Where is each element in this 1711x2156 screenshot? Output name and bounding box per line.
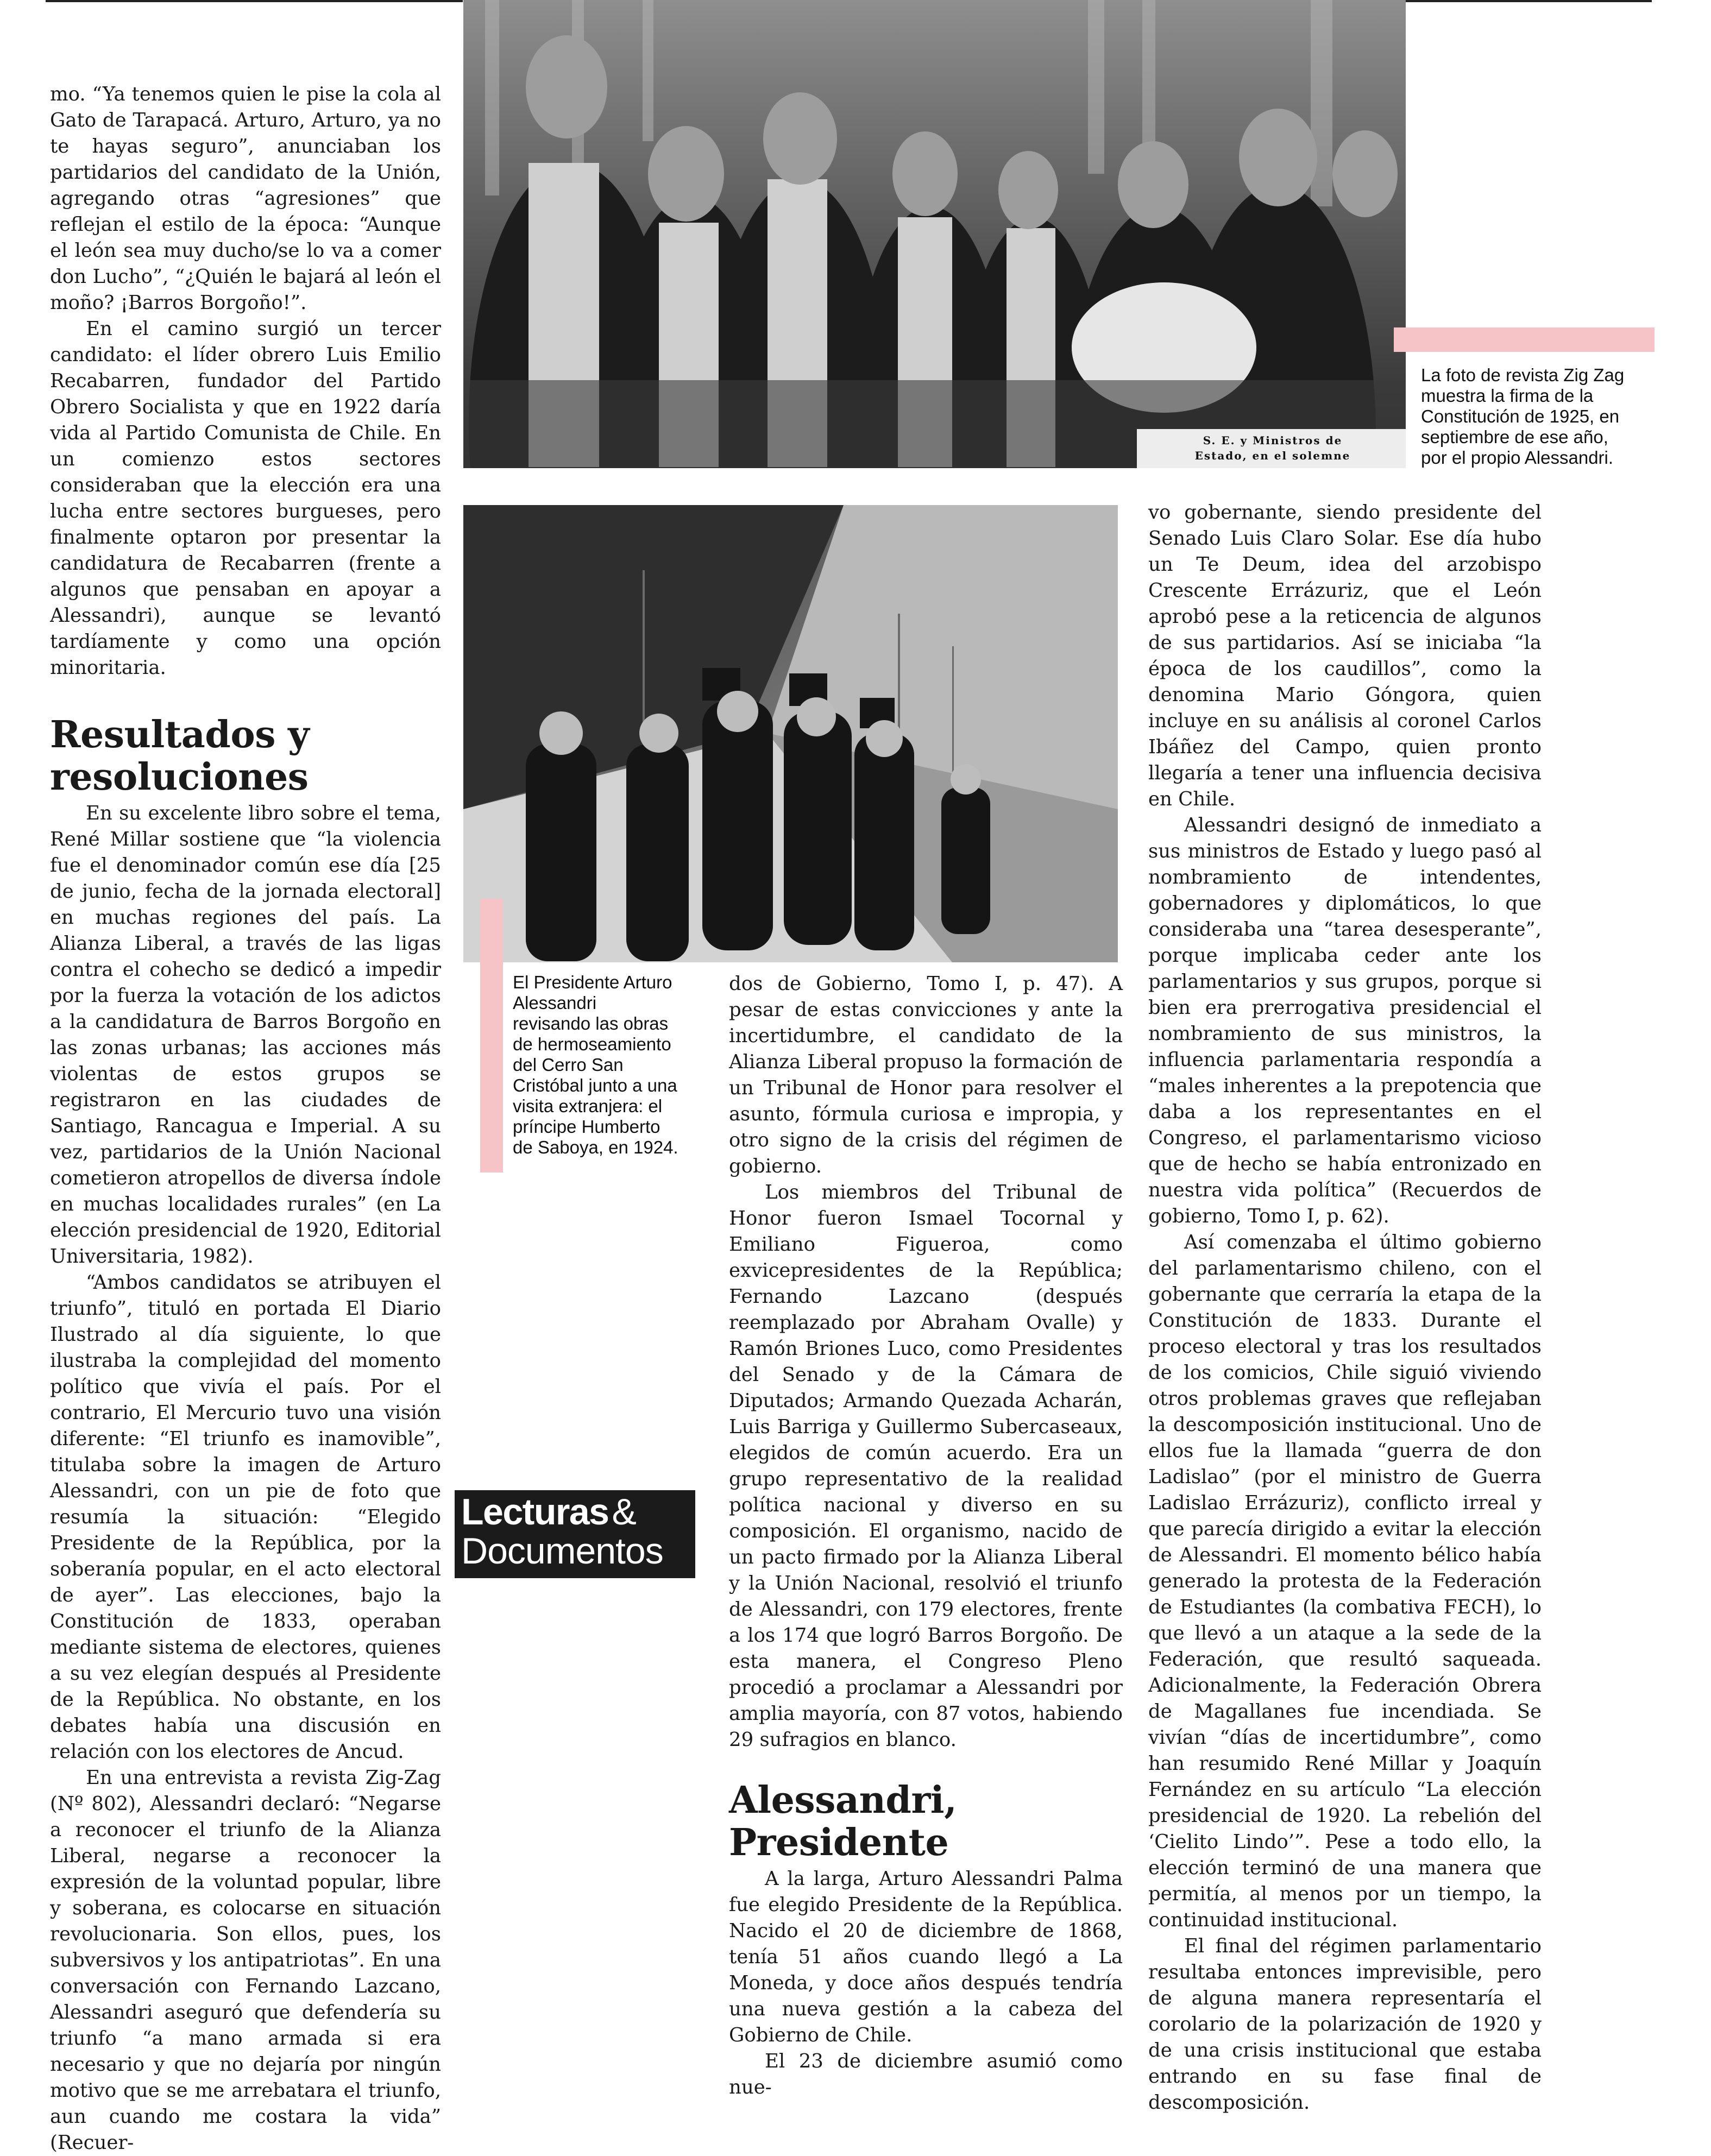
- paragraph: El 23 de diciembre asumió como nue-: [729, 2050, 1123, 2098]
- paragraph: vo gobernante, siendo presidente del Senado Luis Claro Solar. Ese día hubo un Te Deum, idea del arzobispo Crescente Errázuriz, que el León aprobó pese a la reticencia de algunos de sus partidarios. Así se iniciaba “la época de los caudillos”, como la denomina Mario Góngora, quien incluye en su análisis al coronel Carlos Ibáñez del Campo, quien pronto llegaría a tener una influencia decisiva en Chile.: [1148, 501, 1542, 810]
- paragraph: “Ambos candidatos se atribuyen el triunfo”, tituló en portada El Diario Ilustrado al día siguiente, lo que ilustraba la complejidad del momento político que vivía el país. Por el contrario, El Mercurio tuvo una visión diferente: “El triunfo es inamovible”, titulaba sobre la imagen de Arturo Alessandri, con un pie de foto que resumía la situación: “Elegido Presidente de la República, por la soberanía popular, en el acto electoral de ayer”. Las elecciones, bajo la Constitución de 1833, operaban mediante sistema de electores, quienes a su vez elegían después al Presidente de la República. No obstante, en los debates había una discusión en relación con los electores de Ancud.: [50, 1271, 441, 1763]
- photo-image: [463, 505, 1118, 962]
- paragraph: mo. “Ya tenemos quien le pise la cola al Gato de Tarapacá. Arturo, Arturo, ya no te hayas seguro”, anunciaban los partidarios del candidato de la Unión, agregando otras “agresiones” que reflejan el estilo de la época: “Aunque el león sea muy ducho/se lo va a comer don Lucho”, “¿Quién le bajará al león el moño? ¡Barros Borgoño!”.: [50, 83, 441, 314]
- constitution-signing-photo: [463, 0, 1406, 468]
- cerro-san-cristobal-photo: [463, 505, 1118, 962]
- logo-line-1: Lecturas&: [461, 1491, 636, 1533]
- photo-caption: El Presidente Arturo Alessandri revisando las obras de hermoseamiento del Cerro San Cristóbal junto a una visita extranjera: el príncipe Humberto de Saboya, en 1924.: [513, 972, 678, 1157]
- photo-caption: La foto de revista Zig Zag muestra la firma de la Constitución de 1925, en septiembre de ese año, por el propio Alessandri.: [1421, 365, 1625, 468]
- caption-accent-bar: [480, 899, 503, 1172]
- column-2: [729, 971, 1123, 2101]
- photo-image: [463, 0, 1406, 468]
- photo-inscription: S. E. y Ministros de Estado, en el solemne: [1194, 434, 1351, 462]
- top-rule-left: [46, 0, 463, 2]
- paragraph: Así comenzaba el último gobierno del parlamentarismo chileno, con el gobernante que cerraría la etapa de la Constitución de 1833. Durante el proceso electoral y tras los resultados de los comicios, Chile siguió viviendo otros problemas graves que reflejaban la descomposición institucional. Uno de ellos fue la llamada “guerra de don Ladislao” (por el ministro de Guerra Ladislao Errázuriz), conflicto irreal y que parecía dirigido a evitar la elección de Alessandri. El momento bélico había generado la protesta de la Federación de Estudiantes (la combativa FECH), lo que llevó a un ataque a la sede de la Federación, que resultó saqueada. Adicionalmente, la Federación Obrera de Magallanes fue incendiada. Se vivían “días de incertidumbre”, como han resumido René Millar y Joaquín Fernández en su artículo “La elección presidencial de 1920. La rebelión del ‘Cielito Lindo’”. Pese a todo ello, la elección terminó de una manera que permitía, al menos por un tiempo, la continuidad institucional.: [1148, 1231, 1542, 1931]
- paragraph: En una entrevista a revista Zig-Zag (Nº 802), Alessandri declaró: “Negarse a reconocer el triunfo de la Alianza Liberal, negarse a reconocer la expresión de la voluntad popular, libre y soberana, es colocarse en situación revolucionaria. Son ellos, pues, los subversivos y los antipatriotas”. En una conversación con Fernando Lazcano, Alessandri aseguró que defendería su triunfo “a mano armada si era necesario y que no dejaría por ningún motivo que se me arrebatara el triunfo, aun cuando me costara la vida” (Recuer-: [50, 1767, 441, 2154]
- section-heading: Resultados y resoluciones: [50, 713, 310, 799]
- paragraph: En el camino surgió un tercer candidato: el líder obrero Luis Emilio Recabarren, fundador del Partido Obrero Socialista y que en 1922 daría vida al Partido Comunista de Chile. En un comienzo estos sectores consideraban que la elección era una lucha entre sectores burgueses, pero finalmente optaron por presentar la candidatura de Recabarren (frente a algunos que pensaban en apoyar a Alessandri), aunque se levantó tardíamente y como una opción minoritaria.: [50, 318, 441, 679]
- column-3: [1148, 500, 1542, 2116]
- section-logo: [455, 1490, 695, 1578]
- paragraph: dos de Gobierno, Tomo I, p. 47). A pesar de estas convicciones y ante la incertidumbre, el candidato de la Alianza Liberal propuso la formación de un Tribunal de Honor para resolver el asunto, fórmula curiosa e impropia, y otro signo de la crisis del régimen de gobierno.: [729, 973, 1123, 1177]
- top-rule-right: [1406, 0, 1652, 2]
- paragraph: Los miembros del Tribunal de Honor fueron Ismael Tocornal y Emiliano Figueroa, como exvicepresidentes de la República; Fernando Lazcano (después reemplazado por Abraham Ovalle) y Ramón Briones Luco, como Presidentes del Senado y de la Cámara de Diputados; Armando Quezada Acharán, Luis Barriga y Guillermo Subercaseaux, elegidos de común acuerdo. Era un grupo representativo de la realidad política nacional y diverso en su composición. El organismo, nacido de un pacto firmado por la Alianza Liberal y la Unión Nacional, resolvió el triunfo de Alessandri, con 179 electores, frente a los 174 que logró Barros Borgoño. De esta manera, el Congreso Pleno procedió a proclamar a Alessandri por amplia mayoría, con 87 votos, habiendo 29 sufragios en blanco.: [729, 1181, 1123, 1751]
- logo-line-2: Documentos: [461, 1530, 663, 1572]
- caption-accent-bar: [1394, 327, 1655, 352]
- paragraph: A la larga, Arturo Alessandri Palma fue elegido Presidente de la República. Nacido el 20 de diciembre de 1868, tenía 51 años cuando llegó a La Moneda, y doce años después tendría una nueva gestión a la cabeza del Gobierno de Chile.: [729, 1868, 1123, 2046]
- paragraph: En su excelente libro sobre el tema, René Millar sostiene que “la violencia fue el denominador común ese día [25 de junio, fecha de la jornada electoral] en muchas regiones del país. La Alianza Liberal, a través de las ligas contra el cohecho se dedicó a impedir por la fuerza la votación de los adictos a la candidatura de Barros Borgoño en las zonas urbanas; las acciones más violentas de estos grupos se registraron en las ciudades de Santiago, Rancagua e Imperial. A su vez, partidarios de la Unión Nacional cometieron atropellos de diversa índole en muchas localidades rurales” (en La elección presidencial de 1920, Editorial Universitaria, 1982).: [50, 802, 441, 1268]
- paragraph: Alessandri designó de inmediato a sus ministros de Estado y luego pasó al nombramiento de intendentes, gobernadores y diplomáticos, lo que consideraba una “tarea desesperante”, porque implicaba ceder ante los parlamentarios y sus grupos, porque si bien era prerrogativa presidencial el nombramiento de sus ministros, la influencia parlamentaria respondía a “males inherentes a la prepotencia que daba a los representantes en el Congreso, el parlamentarismo vicioso que de hecho se había entronizado en nuestra vida política” (Recuerdos de gobierno, Tomo I, p. 62).: [1148, 814, 1542, 1227]
- paragraph: El final del régimen parlamentario resultaba entonces imprevisible, pero de alguna manera representaría el corolario de la polarización de 1920 y de una crisis institucional que estaba entrando en su fase final de descomposición.: [1148, 1935, 1542, 2114]
- column-1: [50, 81, 441, 2156]
- section-heading: Alessandri, Presidente: [729, 1779, 957, 1864]
